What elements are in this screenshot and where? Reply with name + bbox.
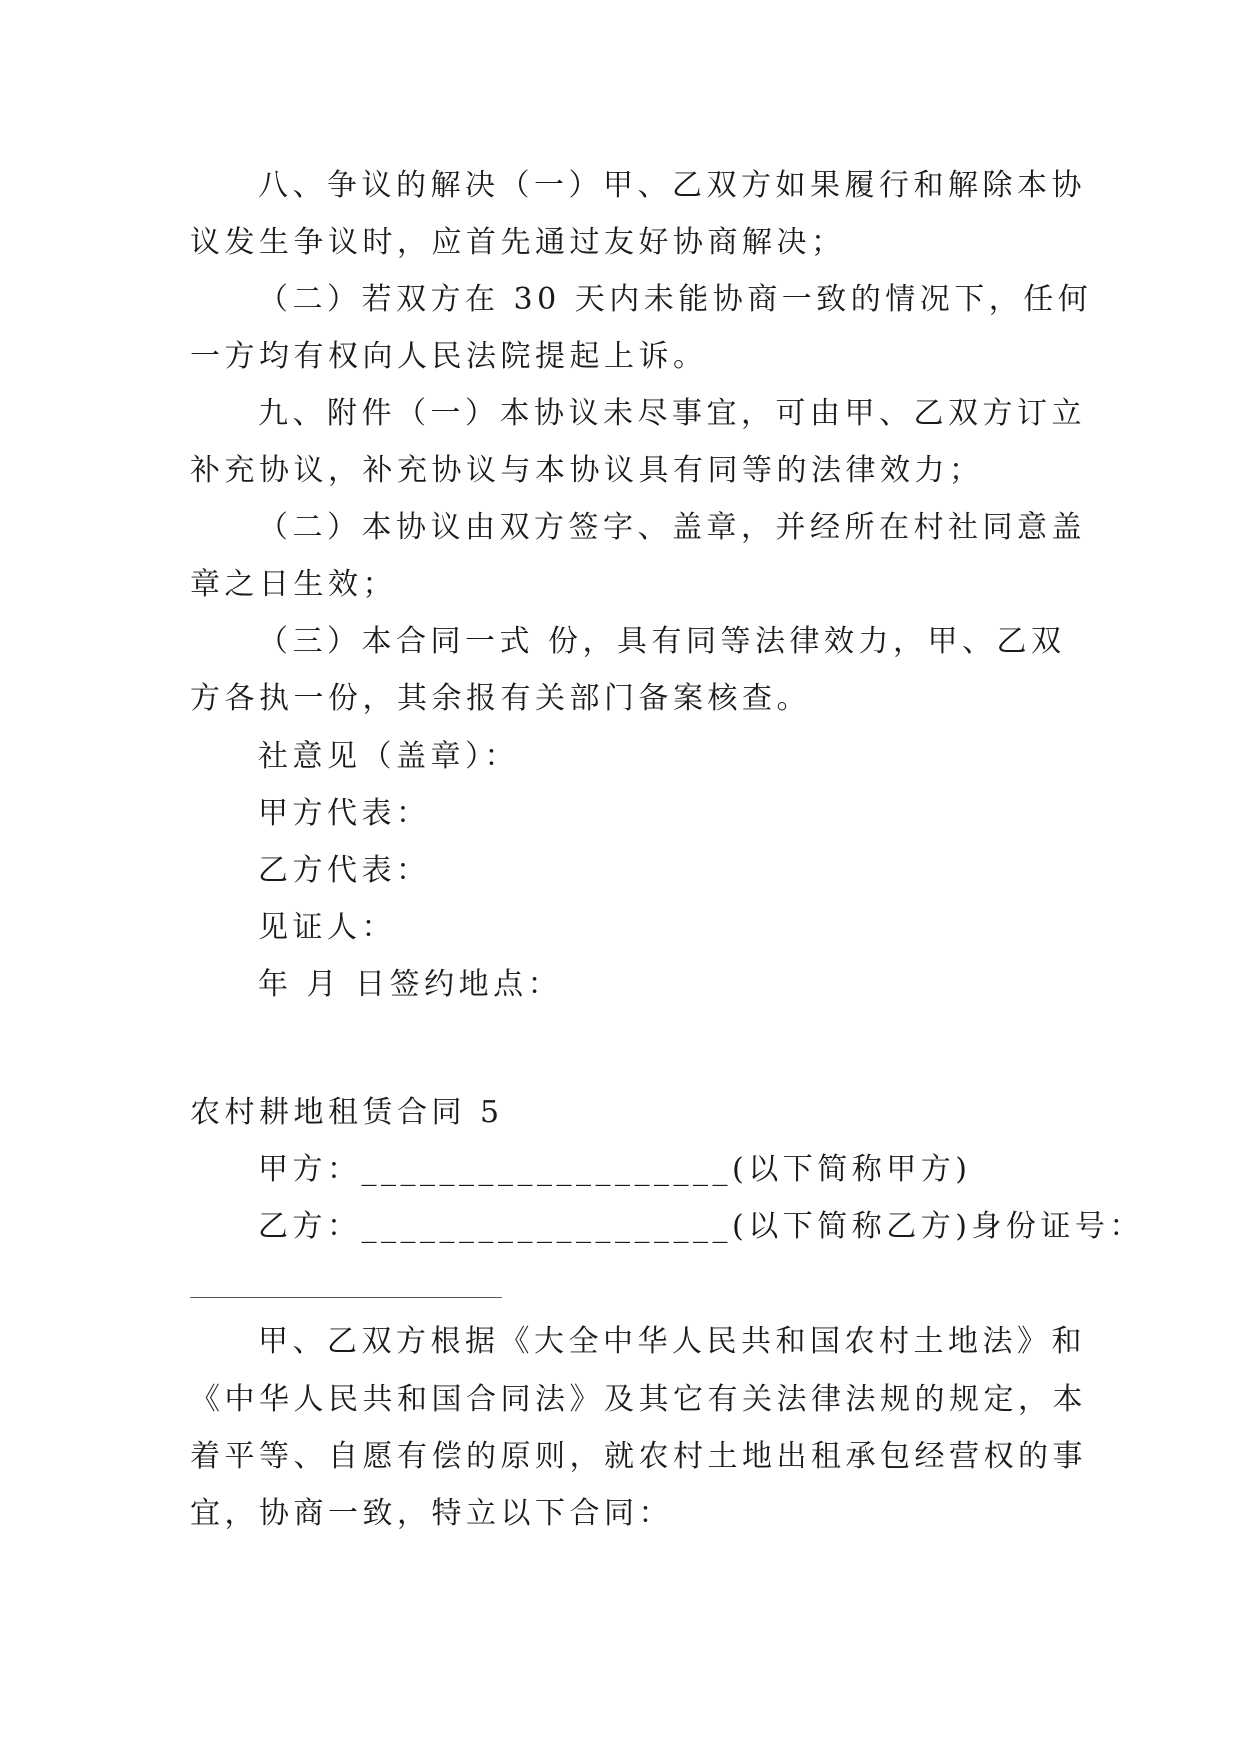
intro-line-4: 宜，协商一致，特立以下合同： <box>190 1496 673 1531</box>
party-a-line: 甲方：___________________(以下简称甲方) <box>258 1152 972 1187</box>
society-opinion-label: 社意见（盖章）： <box>258 739 519 774</box>
witness-label: 见证人： <box>258 910 396 945</box>
party-a-representative-label: 甲方代表： <box>258 796 431 831</box>
paragraph-9-line-2: 补充协议，补充协议与本协议具有同等的法律效力； <box>190 453 984 488</box>
party-b-line: 乙方：___________________(以下简称乙方)身份证号： <box>258 1209 1144 1244</box>
paragraph-9-2-line-1: （二）本协议由双方签字、盖章，并经所在村社同意盖 <box>258 510 1086 545</box>
intro-line-1: 甲、乙双方根据《大全中华人民共和国农村土地法》和 <box>258 1324 1086 1359</box>
paragraph-8-line-1: 八、争议的解决（一）甲、乙双方如果履行和解除本协 <box>258 168 1086 203</box>
paragraph-8-line-2: 议发生争议时，应首先通过友好协商解决； <box>190 225 846 260</box>
intro-line-2: 《中华人民共和国合同法》及其它有关法律法规的规定，本 <box>190 1382 1087 1417</box>
paragraph-9-2-line-2: 章之日生效； <box>190 567 397 602</box>
paragraph-9-line-1: 九、附件（一）本协议未尽事宜，可由甲、乙双方订立 <box>258 396 1086 431</box>
intro-line-3: 着平等、自愿有偿的原则，就农村土地出租承包经营权的事 <box>190 1439 1087 1474</box>
id-number-underline <box>190 1297 502 1298</box>
party-b-representative-label: 乙方代表： <box>258 853 431 888</box>
paragraph-9-3-line-2: 方各执一份，其余报有关部门备案核查。 <box>190 681 811 716</box>
paragraph-8-2-line-1: （二）若双方在 30 天内未能协商一致的情况下，任何 <box>258 282 1093 317</box>
date-place-label: 年 月 日签约地点： <box>258 967 563 1002</box>
contract-5-title: 农村耕地租赁合同 5 <box>190 1095 504 1130</box>
paragraph-8-2-line-2: 一方均有权向人民法院提起上诉。 <box>190 339 708 374</box>
paragraph-9-3-line-1: （三）本合同一式 份，具有同等法律效力，甲、乙双 <box>258 624 1066 659</box>
